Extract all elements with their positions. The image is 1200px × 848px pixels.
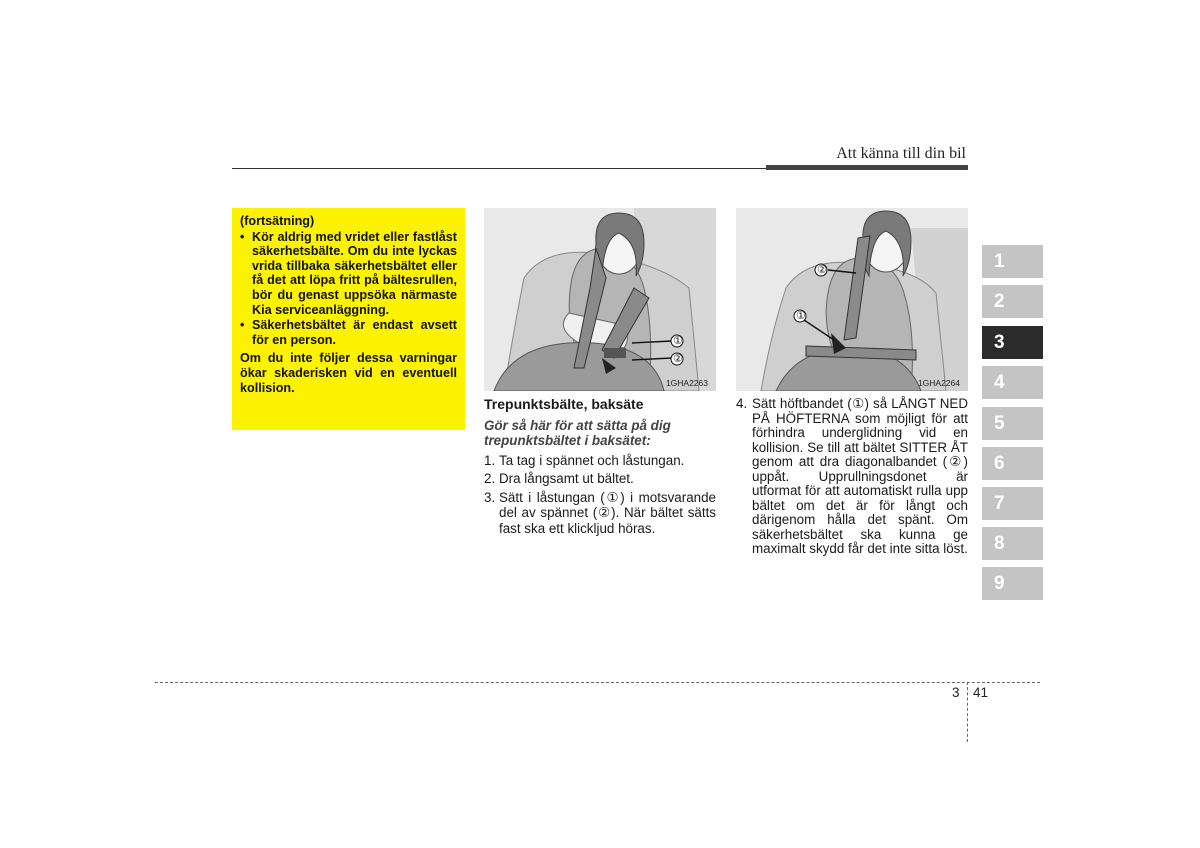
step-number: 4. [736, 396, 748, 411]
illustration-seatbelt-adjusting [736, 208, 968, 391]
instructions-column-right [736, 397, 968, 560]
figure-callout-2: ② [673, 353, 683, 365]
footer-divider [967, 682, 968, 742]
figure-code: 1GHA2263 [665, 378, 708, 388]
chapter-tab-9[interactable]: 9 [982, 567, 1043, 600]
chapter-tab-8[interactable]: 8 [982, 527, 1043, 560]
chapter-tab-4[interactable]: 4 [982, 366, 1043, 399]
step-text: Ta tag i spännet och låstungan. [499, 452, 685, 468]
bullet-dot: • [240, 229, 245, 244]
warning-box [232, 208, 465, 430]
figure-code: 1GHA2264 [917, 378, 960, 388]
instruction-step [484, 453, 716, 469]
chapter-tab-7[interactable]: 7 [982, 487, 1043, 520]
step-text: Sätt höftbandet (①) så LÅNGT NED PÅ HÖFTERNA som möjligt för att förhindra underglidning vid en kollision. Se till att bältet SITTER ÅT genom att dra diagonalbandet (②) uppåt. Upprullningsdonet är utformat för att automatiskt rulla upp bältet om det är för långt och därigenom hålla det spänt. Om säkerhetsbältet ska kunna ge maximalt skydd får det inte sitta löst. [752, 396, 968, 556]
page-number: 41 [973, 685, 989, 700]
header-rule [232, 168, 766, 169]
section-intro: Gör så här för att sätta på dig trepunktsbältet i baksätet: [484, 417, 671, 448]
warning-continuation: (fortsätning) [240, 214, 315, 228]
warning-bullet [240, 318, 457, 347]
warning-bullet [240, 230, 457, 318]
chapter-tab-1[interactable]: 1 [982, 245, 1043, 278]
seatbelt-illustration-2 [736, 208, 968, 391]
instructions-column-left [484, 397, 716, 539]
warning-bullet-text: Säkerhetsbältet är endast avsett för en person. [252, 318, 457, 347]
figure-callout-1: ① [673, 335, 683, 347]
step-number: 1. [484, 452, 496, 468]
chapter-tab-2[interactable]: 2 [982, 285, 1043, 318]
figure-callout-2: ② [817, 264, 827, 276]
step-number: 2. [484, 471, 496, 486]
warning-bullet-text: Kör aldrig med vridet eller fastlåst säkerhetsbälte. Om du inte lyckas vrida tillbaka säkerhetsbältet eller få det att löpa fritt på bältesrullen, bör du genast uppsöka närmaste Kia serviceanläggning. [252, 229, 457, 317]
step-text: Dra långsamt ut bältet. [499, 471, 634, 486]
chapter-tab-6[interactable]: 6 [982, 447, 1043, 480]
warning-note: Om du inte följer dessa varningar ökar skaderisken vid en eventuell kollision. [240, 351, 457, 395]
instruction-step [736, 397, 968, 557]
instruction-step [484, 490, 716, 537]
chapter-tab-5[interactable]: 5 [982, 407, 1043, 440]
running-header-title: Att känna till din bil [836, 145, 966, 162]
figure-callout-1: ① [796, 310, 806, 322]
header-rule-accent [766, 165, 968, 170]
bullet-dot: • [240, 318, 245, 333]
step-text: Sätt i låstungan (①) i motsvarande del av spännet (②). När bältet sätts fast ska ett klickljud höras. [499, 489, 716, 536]
step-number: 3. [484, 489, 496, 505]
page-chapter-number: 3 [952, 685, 960, 700]
section-title: Trepunktsbälte, baksäte [484, 396, 644, 412]
chapter-tab-3[interactable]: 3 [982, 326, 1043, 359]
instruction-step [484, 471, 716, 487]
illustration-seatbelt-buckling [484, 208, 716, 391]
footer-rule [155, 682, 1040, 683]
